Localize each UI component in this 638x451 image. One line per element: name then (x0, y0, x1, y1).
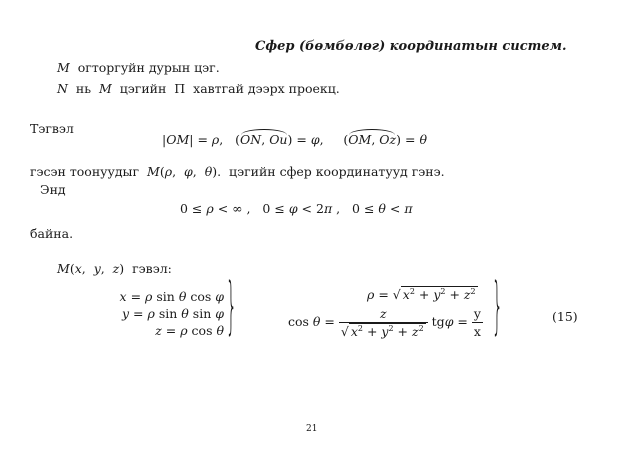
right-brace: } (492, 272, 503, 345)
projection-description: N нь M цэгийн Π хавтгай дээрх проекц. (57, 81, 340, 96)
given-point-line: M(x, y, z) гэвэл: (57, 261, 172, 276)
left-brace: } (226, 272, 237, 345)
cos-theta-fraction: $\frac{z}{√ x^2 + y^2 + z^2}$ (339, 306, 428, 339)
page-number: 21 (306, 424, 318, 434)
gesen-text: гэсэн тоонуудыг (30, 164, 140, 179)
baina-word: байна. (30, 226, 74, 241)
point-m-text: огторгуйн дурын цэг. (77, 60, 220, 75)
projection-suffix: хавтгай дээрх проекц. (193, 81, 340, 96)
projection-mid: цэгийн (119, 81, 167, 96)
coordinates-definition: гэсэн тоонуудыг M(ρ, φ, θ). цэгийн сфер координатууд гэнэ. (30, 164, 445, 179)
definition-formula: |OM| = ρ, (ON, Ou) = φ, (OM, Oz) = θ (162, 132, 427, 147)
y-equation: y = ρ sin θ sin φ (122, 306, 224, 321)
z-equation: z = ρ cos θ (155, 323, 224, 338)
point-m-description: M огторгуйн дурын цэг. (57, 60, 220, 75)
rho-equation: ρ = √ $x^2 + y^2 + z^2$ (367, 287, 476, 303)
equation-number: (15) (552, 309, 578, 324)
cartesian-from-spherical (112, 288, 224, 339)
end-word: Энд (40, 182, 66, 197)
gevel-word: гэвэл: (132, 261, 172, 276)
projection-prefix: нь (75, 81, 92, 96)
range-formula: 0 ≤ ρ < ∞ , 0 ≤ φ < 2π , 0 ≤ θ < π (180, 201, 413, 216)
gesen-suffix: цэгийн сфер координатууд гэнэ. (229, 164, 445, 179)
theta-phi-equation: cos θ = $\frac{z}{√ x^2 + y^2 + z^2}$ tgφ = $\frac{y}{x}$ (288, 306, 481, 340)
tegvel-word: Тэгвэл (30, 121, 74, 136)
x-equation: x = ρ sin θ cos φ (119, 289, 224, 304)
section-heading: Сфер (бөмбөлөг) координатын систем. (255, 39, 567, 54)
tg-phi-fraction: $\frac{y}{x}$ (473, 306, 481, 340)
